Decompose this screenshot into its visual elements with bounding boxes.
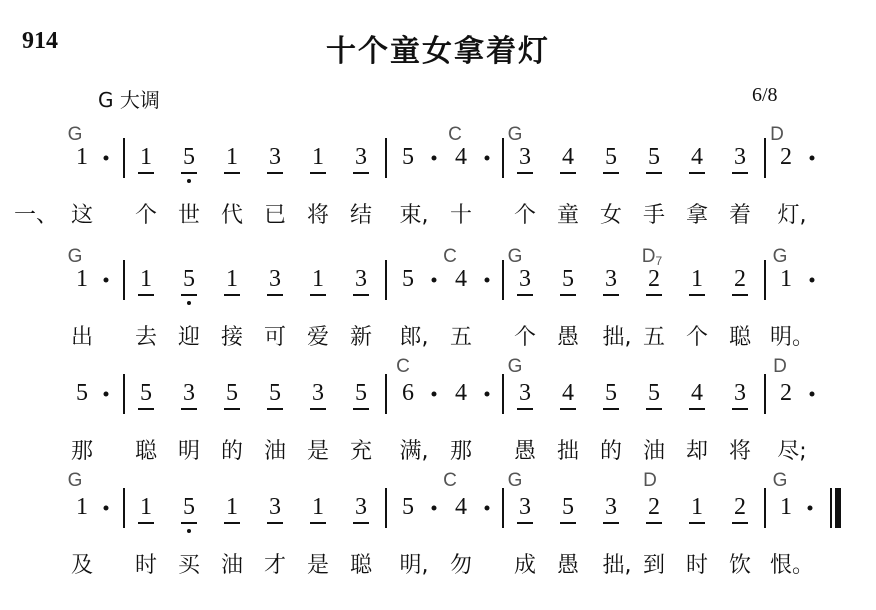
note: 6 (402, 380, 414, 406)
duration-dot (485, 506, 490, 511)
lyric-syllable: 新 (349, 325, 373, 350)
note: 5 (554, 493, 582, 521)
bar-line (123, 374, 125, 414)
lower-octave-dot (187, 529, 191, 533)
note: 3 (726, 379, 754, 407)
note: 5 (175, 265, 203, 293)
lyric-syllable: 将 (728, 439, 752, 464)
bar-line (385, 374, 387, 414)
final-bar-line (835, 488, 841, 528)
bar-line (502, 138, 504, 178)
note: 5 (218, 379, 246, 407)
lyric-syllable: 及 (70, 553, 94, 578)
lyric-syllable: 尽; (777, 439, 807, 464)
note: 4 (455, 144, 467, 170)
note: 1 (218, 265, 246, 293)
lyric-syllable: 束, (399, 203, 429, 228)
note: 1 (780, 494, 792, 520)
bar-line (123, 488, 125, 528)
lyric-syllable: 聪 (349, 553, 373, 578)
lyric-syllable: 出 (70, 325, 94, 350)
duration-dot (104, 392, 109, 397)
verse-number: 一、 (14, 203, 59, 228)
lyric-syllable: 聪 (728, 325, 752, 350)
note: 1 (304, 493, 332, 521)
note: 1 (218, 493, 246, 521)
lyric-syllable: 个 (134, 203, 158, 228)
note: 2 (640, 493, 668, 521)
bar-line (764, 260, 766, 300)
note: 1 (304, 143, 332, 171)
chord-symbol: C (448, 124, 462, 145)
note: 5 (175, 493, 203, 521)
note: 2 (726, 265, 754, 293)
note: 3 (597, 265, 625, 293)
note: 1 (76, 144, 88, 170)
chord-symbol: G (507, 356, 523, 377)
note: 5 (402, 144, 414, 170)
duration-dot (810, 278, 815, 283)
note: 3 (304, 379, 332, 407)
note: 2 (780, 380, 792, 406)
chord-symbol: G (67, 124, 83, 145)
lyric-syllable: 接 (220, 325, 244, 350)
lyric-syllable: 勿 (449, 553, 473, 578)
chord-symbol: G (772, 470, 788, 491)
bar-line (502, 374, 504, 414)
note: 5 (554, 265, 582, 293)
note: 2 (640, 265, 668, 293)
lyric-syllable: 代 (220, 203, 244, 228)
bar-line (764, 138, 766, 178)
lyric-syllable: 那 (70, 439, 94, 464)
chord-symbol: G (67, 246, 83, 267)
lyric-syllable: 才 (263, 553, 287, 578)
lyric-syllable: 拙, (602, 553, 632, 578)
lyric-syllable: 明, (399, 553, 429, 578)
note: 4 (554, 143, 582, 171)
hymn-number: 914 (22, 28, 58, 54)
lyric-syllable: 愚 (513, 439, 537, 464)
lyric-syllable: 灯, (777, 203, 807, 228)
bar-line (123, 260, 125, 300)
note: 3 (347, 143, 375, 171)
note: 3 (175, 379, 203, 407)
chord-symbol: G (507, 470, 523, 491)
lyric-syllable: 去 (134, 325, 158, 350)
duration-dot (104, 506, 109, 511)
lyric-syllable: 十 (449, 203, 473, 228)
chord-symbol: C (396, 356, 410, 377)
duration-dot (808, 506, 813, 511)
chord-symbol: D (643, 470, 657, 491)
lyric-syllable: 买 (177, 553, 201, 578)
lyric-syllable: 饮 (728, 553, 752, 578)
lyric-syllable: 世 (177, 203, 201, 228)
lyric-syllable: 个 (513, 203, 537, 228)
chord-symbol: D (770, 124, 784, 145)
page-title: 十个童女拿着灯 (326, 34, 550, 69)
lyric-syllable: 满, (399, 439, 429, 464)
lyric-syllable: 明 (177, 439, 201, 464)
lyric-syllable: 着 (728, 203, 752, 228)
lyric-syllable: 爱 (306, 325, 330, 350)
note: 3 (347, 265, 375, 293)
lyric-syllable: 将 (306, 203, 330, 228)
bar-line (385, 260, 387, 300)
lyric-syllable: 油 (263, 439, 287, 464)
lyric-syllable: 五 (449, 325, 473, 350)
lyric-syllable: 的 (599, 439, 623, 464)
note: 3 (511, 379, 539, 407)
duration-dot (485, 156, 490, 161)
note: 2 (726, 493, 754, 521)
note: 1 (780, 266, 792, 292)
lyric-syllable: 时 (134, 553, 158, 578)
lyric-syllable: 女 (599, 203, 623, 228)
bar-line (385, 138, 387, 178)
note: 1 (132, 493, 160, 521)
duration-dot (432, 278, 437, 283)
lyric-syllable: 童 (556, 203, 580, 228)
lyric-syllable: 油 (220, 553, 244, 578)
duration-dot (432, 156, 437, 161)
bar-line (764, 374, 766, 414)
note: 5 (402, 494, 414, 520)
note: 3 (511, 493, 539, 521)
note: 5 (597, 379, 625, 407)
bar-line (830, 488, 832, 528)
duration-dot (104, 156, 109, 161)
duration-dot (485, 278, 490, 283)
lower-octave-dot (187, 301, 191, 305)
lyric-syllable: 郎, (399, 325, 429, 350)
chord-symbol: G (772, 246, 788, 267)
note: 1 (683, 265, 711, 293)
lyric-syllable: 到 (642, 553, 666, 578)
note: 5 (597, 143, 625, 171)
note: 1 (218, 143, 246, 171)
chord-symbol: G (507, 124, 523, 145)
lyric-syllable: 是 (306, 439, 330, 464)
note: 1 (132, 265, 160, 293)
note: 3 (261, 493, 289, 521)
key-signature: G 大调 (98, 88, 160, 112)
bar-line (502, 488, 504, 528)
note: 4 (455, 494, 467, 520)
bar-line (502, 260, 504, 300)
note: 5 (132, 379, 160, 407)
duration-dot (432, 392, 437, 397)
note: 1 (76, 266, 88, 292)
note: 2 (780, 144, 792, 170)
note: 5 (261, 379, 289, 407)
note: 5 (640, 143, 668, 171)
chord-symbol: G (67, 470, 83, 491)
note: 1 (76, 494, 88, 520)
bar-line (764, 488, 766, 528)
note: 5 (175, 143, 203, 171)
note: 3 (511, 143, 539, 171)
note: 1 (683, 493, 711, 521)
lyric-syllable: 可 (263, 325, 287, 350)
bar-line (385, 488, 387, 528)
duration-dot (810, 156, 815, 161)
lyric-syllable: 时 (685, 553, 709, 578)
note: 4 (683, 143, 711, 171)
lyric-syllable: 愚 (556, 325, 580, 350)
lyric-syllable: 拙, (602, 325, 632, 350)
note: 4 (455, 266, 467, 292)
note: 5 (76, 380, 88, 406)
lyric-syllable: 手 (642, 203, 666, 228)
duration-dot (432, 506, 437, 511)
note: 5 (402, 266, 414, 292)
note: 4 (455, 380, 467, 406)
note: 3 (511, 265, 539, 293)
chord-symbol: $D_7$ (641, 246, 663, 268)
lyric-syllable: 那 (449, 439, 473, 464)
chord-symbol: C (443, 470, 457, 491)
lyric-syllable: 是 (306, 553, 330, 578)
note: 1 (304, 265, 332, 293)
lyric-syllable: 迎 (177, 325, 201, 350)
note: 3 (261, 265, 289, 293)
lyric-syllable: 结 (349, 203, 373, 228)
duration-dot (104, 278, 109, 283)
note: 4 (554, 379, 582, 407)
lyric-syllable: 这 (70, 203, 94, 228)
duration-dot (810, 392, 815, 397)
lyric-syllable: 聪 (134, 439, 158, 464)
lyric-syllable: 却 (685, 439, 709, 464)
duration-dot (485, 392, 490, 397)
note: 5 (640, 379, 668, 407)
note: 3 (347, 493, 375, 521)
note: 1 (132, 143, 160, 171)
lyric-syllable: 已 (263, 203, 287, 228)
note: 4 (683, 379, 711, 407)
lyric-syllable: 拿 (685, 203, 709, 228)
chord-extension: 7 (655, 254, 663, 268)
chord-symbol: D (773, 356, 787, 377)
bar-line (123, 138, 125, 178)
lyric-syllable: 成 (513, 553, 537, 578)
lower-octave-dot (187, 179, 191, 183)
lyric-syllable: 油 (642, 439, 666, 464)
lyric-syllable: 五 (642, 325, 666, 350)
chord-symbol: G (507, 246, 523, 267)
chord-symbol: C (443, 246, 457, 267)
lyric-syllable: 充 (349, 439, 373, 464)
note: 3 (597, 493, 625, 521)
lyric-syllable: 的 (220, 439, 244, 464)
lyric-syllable: 拙 (556, 439, 580, 464)
note: 5 (347, 379, 375, 407)
note: 3 (261, 143, 289, 171)
lyric-syllable: 恨。 (769, 553, 815, 578)
lyric-syllable: 个 (685, 325, 709, 350)
lyric-syllable: 个 (513, 325, 537, 350)
time-signature: 6/8 (752, 84, 778, 106)
note: 3 (726, 143, 754, 171)
lyric-syllable: 愚 (556, 553, 580, 578)
lyric-syllable: 明。 (769, 325, 815, 350)
